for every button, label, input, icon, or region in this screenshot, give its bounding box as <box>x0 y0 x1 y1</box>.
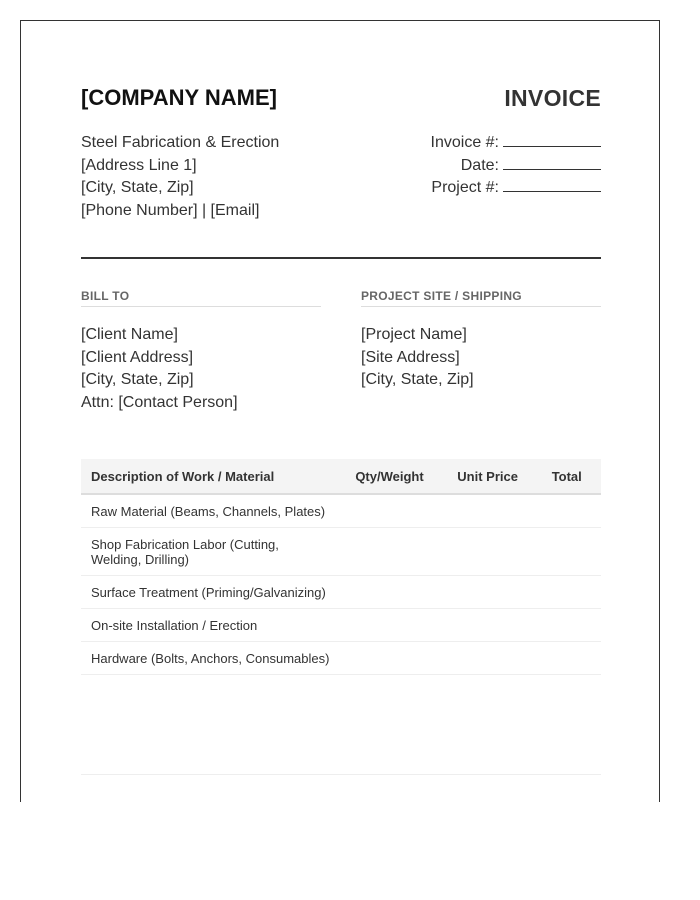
row-description: Raw Material (Beams, Channels, Plates) <box>81 494 336 528</box>
row-total <box>532 528 601 576</box>
row-total <box>532 576 601 609</box>
invoice-sheet <box>20 20 660 802</box>
invoice-meta <box>431 132 601 200</box>
invoice-date-row <box>431 155 601 178</box>
company-city-state-zip: [City, State, Zip] <box>81 179 194 196</box>
row-unit-price <box>443 609 533 642</box>
row-qty <box>336 609 443 642</box>
blank-cell <box>81 675 336 775</box>
company-tagline: Steel Fabrication & Erection <box>81 134 280 151</box>
blank-cell <box>336 675 443 775</box>
project-number-row <box>431 177 601 200</box>
invoice-number-row <box>431 132 601 155</box>
invoice-number-blank <box>503 132 601 147</box>
invoice-date-label: Date: <box>460 156 499 174</box>
row-qty <box>336 494 443 528</box>
row-qty <box>336 528 443 576</box>
bill-to-lines <box>81 324 321 414</box>
site-address: [Site Address] <box>361 348 460 366</box>
client-name: [Client Name] <box>81 326 178 343</box>
project-name: [Project Name] <box>361 326 467 343</box>
row-unit-price <box>443 642 533 675</box>
row-description: Hardware (Bolts, Anchors, Consumables) <box>81 642 336 675</box>
invoice-number-label: Invoice #: <box>430 134 499 151</box>
company-address: [Address Line 1] <box>81 156 197 174</box>
project-site-block <box>361 289 601 392</box>
table-row <box>81 528 601 576</box>
row-description: Shop Fabrication Labor (Cutting, Welding, Drilling) <box>81 528 336 576</box>
column-header-qty-weight: Qty/Weight <box>336 459 443 494</box>
table-blank-row <box>81 675 601 775</box>
table-header <box>81 459 601 494</box>
blank-cell <box>532 675 601 775</box>
row-description: Surface Treatment (Priming/Galvanizing) <box>81 576 336 609</box>
row-total <box>532 609 601 642</box>
line-items-table <box>81 459 601 775</box>
project-number-label: Project #: <box>431 179 499 196</box>
client-address: [Client Address] <box>81 348 194 366</box>
row-qty <box>336 576 443 609</box>
invoice-title: INVOICE <box>504 85 601 111</box>
project-site-heading: PROJECT SITE / SHIPPING <box>361 289 601 307</box>
table-row <box>81 609 601 642</box>
company-contact: [Phone Number] | [Email] <box>81 201 260 219</box>
table-row <box>81 494 601 528</box>
row-unit-price <box>443 528 533 576</box>
row-unit-price <box>443 494 533 528</box>
site-city-state-zip: [City, State, Zip] <box>361 371 474 388</box>
company-name: [COMPANY NAME] <box>81 85 277 110</box>
column-header-unit-price: Unit Price <box>443 459 533 494</box>
bill-to-block <box>81 289 321 414</box>
row-total <box>532 642 601 675</box>
project-number-blank <box>503 177 601 192</box>
table-body <box>81 494 601 775</box>
invoice-date-blank <box>503 155 601 170</box>
header-divider <box>81 257 601 259</box>
row-unit-price <box>443 576 533 609</box>
project-site-lines <box>361 324 601 392</box>
bill-to-heading: BILL TO <box>81 289 321 307</box>
row-total <box>532 494 601 528</box>
row-qty <box>336 642 443 675</box>
table-row <box>81 642 601 675</box>
table-row <box>81 576 601 609</box>
blank-cell <box>443 675 533 775</box>
client-city-state-zip: [City, State, Zip] <box>81 371 194 388</box>
column-header-description: Description of Work / Material <box>81 459 336 494</box>
company-details <box>81 132 279 222</box>
client-attention: Attn: [Contact Person] <box>81 393 238 411</box>
column-header-total: Total <box>532 459 601 494</box>
row-description: On-site Installation / Erection <box>81 609 336 642</box>
table-header-row <box>81 459 601 494</box>
